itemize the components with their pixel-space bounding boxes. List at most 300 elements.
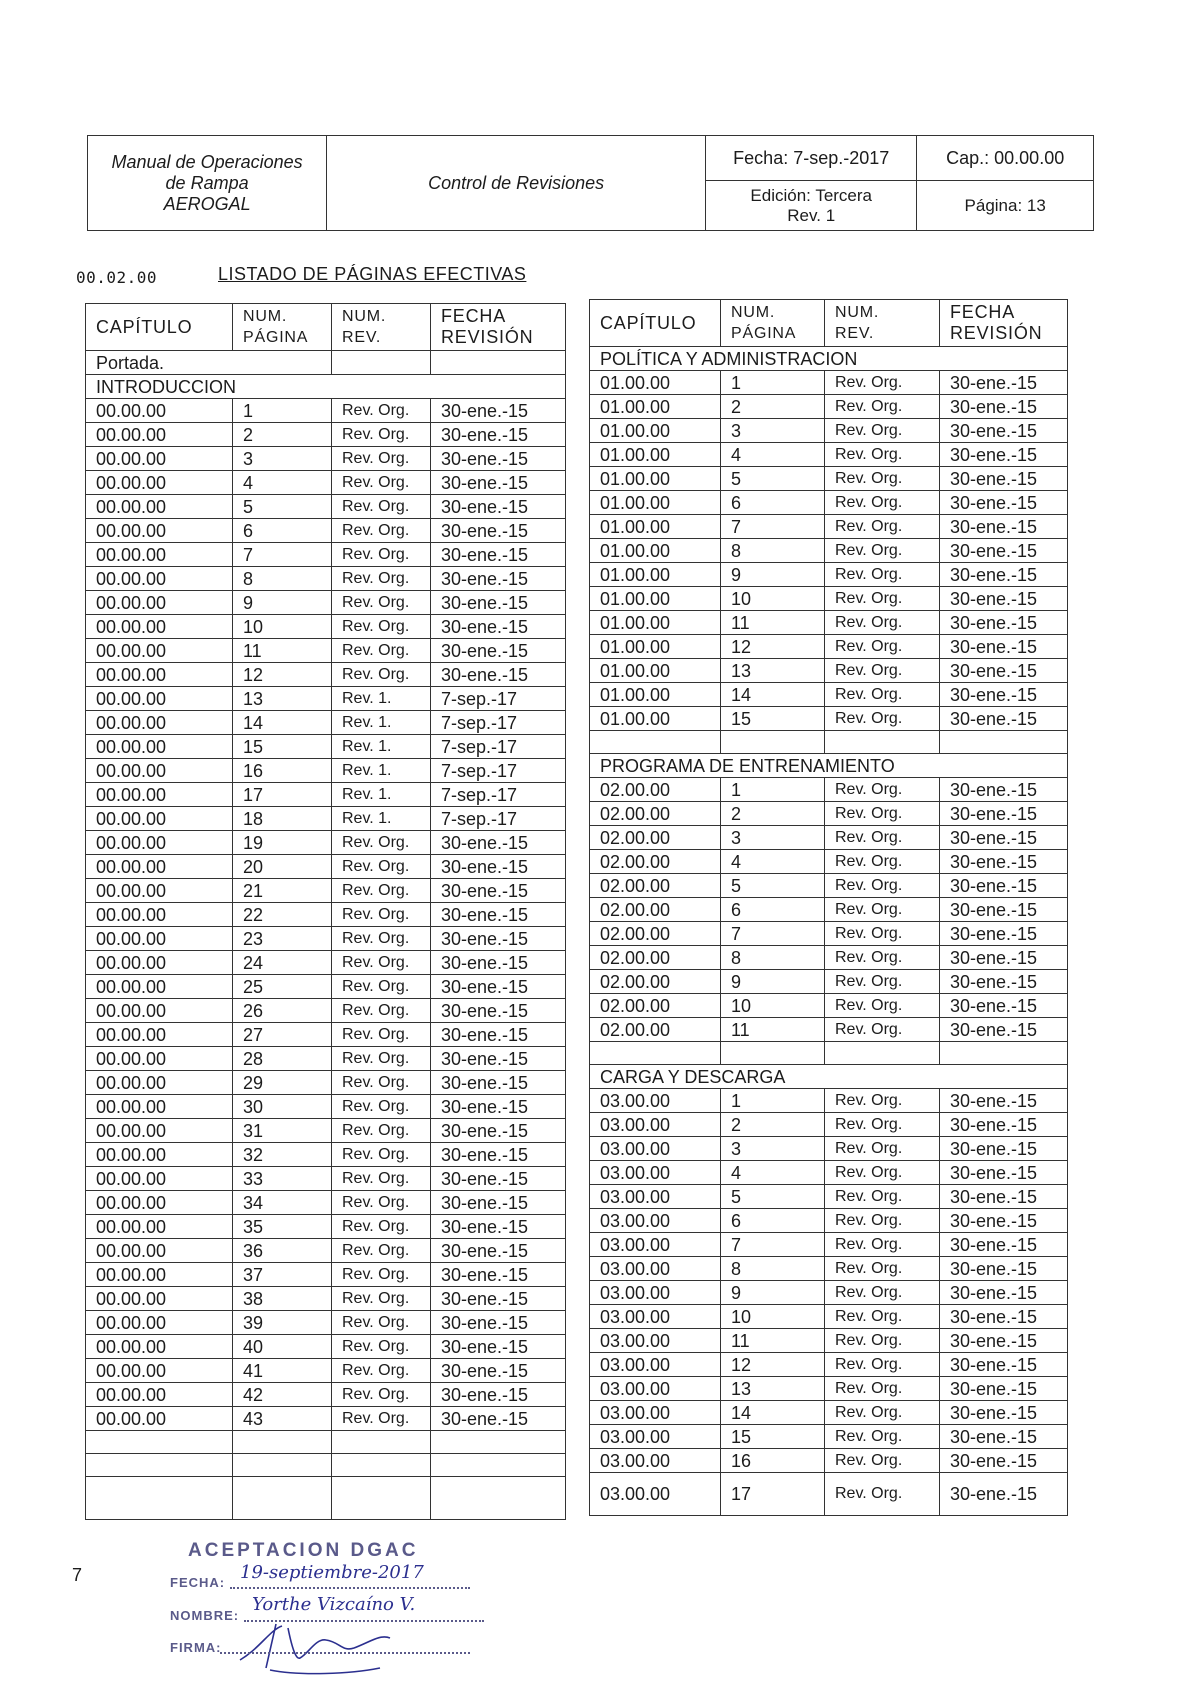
cell-num-rev: Rev. Org. — [825, 874, 940, 898]
cell-num-pagina: 6 — [233, 519, 332, 543]
cell-capitulo: 00.00.00 — [86, 831, 233, 855]
col-num-rev-l1: NUM. — [342, 308, 387, 325]
cell-fecha: 30-ene.-15 — [431, 1335, 566, 1359]
cell-fecha: 30-ene.-15 — [431, 927, 566, 951]
cell-num-rev: Rev. 1. — [332, 687, 431, 711]
cell-num-pagina: 19 — [233, 831, 332, 855]
cell-num-pagina: 10 — [721, 1305, 825, 1329]
cell-fecha: 30-ene.-15 — [940, 1089, 1068, 1113]
cell-fecha: 30-ene.-15 — [940, 707, 1068, 731]
cell-fecha: 30-ene.-15 — [431, 1071, 566, 1095]
cell-num-pagina: 10 — [233, 615, 332, 639]
empty-row — [86, 1454, 566, 1477]
empty-cell — [825, 731, 940, 754]
cell-capitulo: 00.00.00 — [86, 1071, 233, 1095]
cell-fecha: 30-ene.-15 — [940, 1353, 1068, 1377]
cell-num-rev: Rev. Org. — [825, 1425, 940, 1449]
cell-capitulo: 01.00.00 — [590, 515, 721, 539]
stamp-fecha-value: 19-septiembre-2017 — [240, 1562, 424, 1583]
empty-cell — [431, 1431, 566, 1454]
cell-num-pagina: 9 — [233, 591, 332, 615]
table-row — [86, 639, 566, 663]
col-num-pagina — [721, 300, 825, 347]
cell-fecha: 30-ene.-15 — [431, 1263, 566, 1287]
col-capitulo: CAPÍTULO — [86, 304, 233, 351]
cell-num-pagina: 37 — [233, 1263, 332, 1287]
table-row — [86, 543, 566, 567]
cell-fecha: 30-ene.-15 — [940, 1257, 1068, 1281]
table-row — [590, 1305, 1068, 1329]
cell-capitulo: 03.00.00 — [590, 1137, 721, 1161]
cell-fecha: 30-ene.-15 — [431, 1407, 566, 1431]
cell-num-rev: Rev. Org. — [825, 1257, 940, 1281]
table-row — [86, 1311, 566, 1335]
table-row — [590, 707, 1068, 731]
table-row — [590, 970, 1068, 994]
cell-num-rev: Rev. Org. — [825, 1281, 940, 1305]
cell-num-rev: Rev. Org. — [332, 1047, 431, 1071]
cell-num-rev: Rev. Org. — [332, 831, 431, 855]
cell-num-pagina: 8 — [721, 946, 825, 970]
empty-cell — [431, 351, 566, 375]
cell-num-rev: Rev. Org. — [825, 898, 940, 922]
cell-fecha: 30-ene.-15 — [940, 443, 1068, 467]
cell-capitulo: 00.00.00 — [86, 1143, 233, 1167]
cell-capitulo: 03.00.00 — [590, 1473, 721, 1516]
cell-capitulo: 01.00.00 — [590, 539, 721, 563]
cell-fecha: 30-ene.-15 — [431, 1359, 566, 1383]
cell-fecha: 30-ene.-15 — [940, 1018, 1068, 1042]
cell-capitulo: 00.00.00 — [86, 495, 233, 519]
header-fecha: Fecha: 7-sep.-2017 — [706, 136, 917, 181]
cell-num-pagina: 6 — [721, 491, 825, 515]
cell-num-rev: Rev. Org. — [825, 539, 940, 563]
cell-fecha: 30-ene.-15 — [431, 639, 566, 663]
cell-num-rev: Rev. Org. — [825, 1329, 940, 1353]
table-row — [590, 1089, 1068, 1113]
cell-num-rev: Rev. Org. — [332, 1191, 431, 1215]
table-row — [86, 1143, 566, 1167]
cell-num-pagina: 13 — [721, 659, 825, 683]
cell-fecha: 7-sep.-17 — [431, 687, 566, 711]
cell-num-pagina: 4 — [233, 471, 332, 495]
cell-num-rev: Rev. Org. — [332, 543, 431, 567]
cell-num-pagina: 34 — [233, 1191, 332, 1215]
cell-capitulo: 02.00.00 — [590, 994, 721, 1018]
cell-capitulo: 00.00.00 — [86, 1359, 233, 1383]
cell-num-pagina: 29 — [233, 1071, 332, 1095]
programa-section-label: PROGRAMA DE ENTRENAMIENTO — [590, 754, 1068, 778]
stamp-fecha-label: FECHA: — [170, 1575, 226, 1590]
table-row — [86, 1167, 566, 1191]
cell-capitulo: 00.00.00 — [86, 423, 233, 447]
cell-capitulo: 00.00.00 — [86, 807, 233, 831]
empty-cell — [431, 1477, 566, 1520]
programa-section — [590, 754, 1068, 778]
cell-num-pagina: 14 — [233, 711, 332, 735]
cell-num-pagina: 15 — [721, 1425, 825, 1449]
cell-capitulo: 02.00.00 — [590, 874, 721, 898]
cell-num-pagina: 22 — [233, 903, 332, 927]
cell-capitulo: 00.00.00 — [86, 735, 233, 759]
col-num-pagina-l2: PÁGINA — [243, 329, 309, 346]
cell-num-rev: Rev. Org. — [825, 1233, 940, 1257]
portada-row — [86, 351, 566, 375]
cell-num-pagina: 3 — [721, 419, 825, 443]
cell-num-rev: Rev. Org. — [825, 611, 940, 635]
cell-num-rev: Rev. Org. — [332, 903, 431, 927]
company-line-2: de Rampa — [165, 172, 249, 193]
table-row — [590, 1473, 1068, 1516]
cell-capitulo: 00.00.00 — [86, 1215, 233, 1239]
table-row — [590, 1209, 1068, 1233]
col-num-rev-l2: REV. — [342, 329, 382, 346]
cell-num-pagina: 6 — [721, 898, 825, 922]
stamp-nombre-value: Yorthe Vizcaíno V. — [252, 1594, 416, 1615]
col-num-pagina-l2: PÁGINA — [731, 325, 797, 342]
cell-num-rev: Rev. Org. — [825, 395, 940, 419]
cell-fecha: 30-ene.-15 — [431, 903, 566, 927]
cell-capitulo: 01.00.00 — [590, 635, 721, 659]
cell-fecha: 30-ene.-15 — [431, 519, 566, 543]
cell-capitulo: 00.00.00 — [86, 1335, 233, 1359]
cell-num-pagina: 13 — [721, 1377, 825, 1401]
cell-num-pagina: 8 — [721, 539, 825, 563]
company-line-3: AEROGAL — [163, 193, 251, 214]
table-row — [590, 778, 1068, 802]
cell-num-rev: Rev. Org. — [332, 1359, 431, 1383]
cell-capitulo: 01.00.00 — [590, 587, 721, 611]
cell-num-rev: Rev. Org. — [825, 635, 940, 659]
cell-fecha: 30-ene.-15 — [940, 922, 1068, 946]
cell-num-pagina: 17 — [233, 783, 332, 807]
cell-num-pagina: 7 — [721, 1233, 825, 1257]
empty-row — [590, 731, 1068, 754]
table-row — [590, 1281, 1068, 1305]
col-capitulo: CAPÍTULO — [590, 300, 721, 347]
table-row — [590, 1018, 1068, 1042]
cell-fecha: 30-ene.-15 — [431, 591, 566, 615]
table-row — [86, 1407, 566, 1431]
table-row — [86, 999, 566, 1023]
cell-capitulo: 00.00.00 — [86, 1119, 233, 1143]
cell-num-pagina: 8 — [233, 567, 332, 591]
cell-num-pagina: 11 — [233, 639, 332, 663]
cell-num-rev: Rev. Org. — [332, 663, 431, 687]
cell-num-pagina: 8 — [721, 1257, 825, 1281]
table-row — [590, 826, 1068, 850]
cell-num-pagina: 35 — [233, 1215, 332, 1239]
cell-capitulo: 00.00.00 — [86, 927, 233, 951]
empty-cell — [233, 1431, 332, 1454]
cell-num-pagina: 28 — [233, 1047, 332, 1071]
cell-fecha: 30-ene.-15 — [431, 975, 566, 999]
col-fecha — [940, 300, 1068, 347]
table-row — [590, 539, 1068, 563]
stamp-firma-label: FIRMA: — [170, 1640, 222, 1655]
cell-fecha: 30-ene.-15 — [431, 879, 566, 903]
cell-num-rev: Rev. Org. — [332, 879, 431, 903]
cell-fecha: 30-ene.-15 — [431, 855, 566, 879]
table-row — [590, 659, 1068, 683]
cell-num-pagina: 2 — [721, 1113, 825, 1137]
cell-fecha: 30-ene.-15 — [940, 946, 1068, 970]
header-cap: Cap.: 00.00.00 — [917, 136, 1094, 181]
cell-fecha: 30-ene.-15 — [431, 1095, 566, 1119]
cell-num-rev: Rev. Org. — [332, 975, 431, 999]
cell-num-rev: Rev. Org. — [825, 371, 940, 395]
cell-num-rev: Rev. Org. — [332, 615, 431, 639]
cell-capitulo: 00.00.00 — [86, 783, 233, 807]
empty-row — [590, 1042, 1068, 1065]
empty-cell — [233, 1477, 332, 1520]
cell-num-rev: Rev. Org. — [825, 707, 940, 731]
cell-num-pagina: 3 — [233, 447, 332, 471]
table-row — [590, 1137, 1068, 1161]
cell-fecha: 30-ene.-15 — [431, 399, 566, 423]
cell-num-pagina: 36 — [233, 1239, 332, 1263]
cell-capitulo: 03.00.00 — [590, 1257, 721, 1281]
cell-num-rev: Rev. Org. — [825, 683, 940, 707]
cell-fecha: 30-ene.-15 — [940, 1329, 1068, 1353]
table-row — [590, 898, 1068, 922]
cell-fecha: 30-ene.-15 — [940, 1161, 1068, 1185]
cell-capitulo: 01.00.00 — [590, 659, 721, 683]
empty-cell — [233, 1454, 332, 1477]
cell-num-pagina: 14 — [721, 683, 825, 707]
cell-num-rev: Rev. Org. — [825, 1185, 940, 1209]
cell-num-pagina: 33 — [233, 1167, 332, 1191]
cell-capitulo: 02.00.00 — [590, 922, 721, 946]
cell-capitulo: 02.00.00 — [590, 850, 721, 874]
cell-num-rev: Rev. 1. — [332, 735, 431, 759]
cell-num-pagina: 24 — [233, 951, 332, 975]
empty-cell — [721, 731, 825, 754]
cell-num-pagina: 6 — [721, 1209, 825, 1233]
cell-fecha: 30-ene.-15 — [940, 826, 1068, 850]
table-row — [86, 495, 566, 519]
cell-fecha: 30-ene.-15 — [431, 1287, 566, 1311]
empty-cell — [332, 1431, 431, 1454]
table-row — [590, 1185, 1068, 1209]
table-row — [590, 443, 1068, 467]
cell-num-rev: Rev. 1. — [332, 783, 431, 807]
cell-fecha: 30-ene.-15 — [431, 495, 566, 519]
table-row — [86, 1359, 566, 1383]
cell-fecha: 7-sep.-17 — [431, 711, 566, 735]
table-row — [86, 567, 566, 591]
cell-num-rev: Rev. Org. — [825, 922, 940, 946]
cell-num-rev: Rev. Org. — [332, 1287, 431, 1311]
cell-num-pagina: 27 — [233, 1023, 332, 1047]
cell-num-rev: Rev. 1. — [332, 759, 431, 783]
cell-fecha: 30-ene.-15 — [431, 1383, 566, 1407]
cell-num-rev: Rev. Org. — [825, 1305, 940, 1329]
cell-num-rev: Rev. 1. — [332, 711, 431, 735]
table-row — [590, 467, 1068, 491]
cell-num-pagina: 11 — [721, 1329, 825, 1353]
cell-num-rev: Rev. Org. — [332, 999, 431, 1023]
cell-num-pagina: 42 — [233, 1383, 332, 1407]
cell-num-pagina: 1 — [721, 778, 825, 802]
table-row — [86, 423, 566, 447]
cell-fecha: 30-ene.-15 — [940, 1233, 1068, 1257]
table-row — [86, 1191, 566, 1215]
cell-num-pagina: 13 — [233, 687, 332, 711]
table-row — [590, 1401, 1068, 1425]
cell-capitulo: 01.00.00 — [590, 707, 721, 731]
cell-num-pagina: 12 — [721, 1353, 825, 1377]
cell-num-rev: Rev. Org. — [825, 850, 940, 874]
table-row — [86, 735, 566, 759]
cell-num-rev: Rev. Org. — [825, 1161, 940, 1185]
table-row — [86, 879, 566, 903]
cell-capitulo: 01.00.00 — [590, 443, 721, 467]
table-row — [590, 1449, 1068, 1473]
cell-fecha: 30-ene.-15 — [431, 423, 566, 447]
company-line-1: Manual de Operaciones — [111, 151, 303, 172]
col-num-rev-l1: NUM. — [835, 304, 880, 321]
cell-fecha: 30-ene.-15 — [940, 539, 1068, 563]
cell-capitulo: 02.00.00 — [590, 898, 721, 922]
empty-row — [86, 1477, 566, 1520]
cell-num-rev: Rev. Org. — [332, 1215, 431, 1239]
table-row — [86, 399, 566, 423]
cell-capitulo: 03.00.00 — [590, 1353, 721, 1377]
cell-num-pagina: 38 — [233, 1287, 332, 1311]
table-row — [590, 395, 1068, 419]
table-row — [590, 1233, 1068, 1257]
cell-num-pagina: 26 — [233, 999, 332, 1023]
cell-num-pagina: 31 — [233, 1119, 332, 1143]
cell-fecha: 30-ene.-15 — [940, 1113, 1068, 1137]
table-row — [86, 951, 566, 975]
cell-num-pagina: 12 — [721, 635, 825, 659]
table-row — [86, 975, 566, 999]
cell-fecha: 30-ene.-15 — [940, 850, 1068, 874]
table-row — [86, 1071, 566, 1095]
cell-num-pagina: 3 — [721, 1137, 825, 1161]
table-row — [86, 591, 566, 615]
table-row — [86, 471, 566, 495]
cell-num-rev: Rev. Org. — [825, 1473, 940, 1516]
cell-capitulo: 00.00.00 — [86, 1311, 233, 1335]
cell-fecha: 30-ene.-15 — [431, 567, 566, 591]
cell-fecha: 30-ene.-15 — [940, 1209, 1068, 1233]
cell-capitulo: 00.00.00 — [86, 543, 233, 567]
cell-fecha: 30-ene.-15 — [940, 467, 1068, 491]
cell-num-rev: Rev. Org. — [332, 471, 431, 495]
cell-capitulo: 03.00.00 — [590, 1209, 721, 1233]
table-row — [590, 850, 1068, 874]
signature-mark — [230, 1618, 410, 1678]
cell-capitulo: 02.00.00 — [590, 778, 721, 802]
table-row — [590, 371, 1068, 395]
table-row — [86, 711, 566, 735]
table-row — [86, 1095, 566, 1119]
cell-num-rev: Rev. Org. — [825, 1113, 940, 1137]
table-row — [86, 519, 566, 543]
table-row — [86, 927, 566, 951]
cell-num-pagina: 5 — [233, 495, 332, 519]
cell-capitulo: 00.00.00 — [86, 759, 233, 783]
cell-num-rev: Rev. Org. — [825, 1137, 940, 1161]
cell-capitulo: 00.00.00 — [86, 567, 233, 591]
cell-num-pagina: 21 — [233, 879, 332, 903]
cell-fecha: 30-ene.-15 — [940, 1281, 1068, 1305]
cell-fecha: 30-ene.-15 — [431, 1191, 566, 1215]
table-row — [86, 1287, 566, 1311]
cell-num-rev: Rev. Org. — [332, 591, 431, 615]
stamp-title: ACEPTACION DGAC — [188, 1540, 419, 1561]
table-row — [590, 1329, 1068, 1353]
cell-num-rev: Rev. Org. — [332, 1239, 431, 1263]
table-row — [86, 1335, 566, 1359]
cell-fecha: 30-ene.-15 — [431, 1047, 566, 1071]
cell-fecha: 7-sep.-17 — [431, 735, 566, 759]
table-row — [86, 1263, 566, 1287]
cell-capitulo: 00.00.00 — [86, 1263, 233, 1287]
table-row — [590, 1113, 1068, 1137]
table-row — [590, 1377, 1068, 1401]
cell-fecha: 30-ene.-15 — [940, 659, 1068, 683]
cell-capitulo: 01.00.00 — [590, 371, 721, 395]
table-row — [86, 783, 566, 807]
cell-num-rev: Rev. Org. — [332, 423, 431, 447]
cell-capitulo: 03.00.00 — [590, 1401, 721, 1425]
table-row — [590, 994, 1068, 1018]
cell-fecha: 30-ene.-15 — [940, 587, 1068, 611]
cell-fecha: 30-ene.-15 — [431, 999, 566, 1023]
cell-fecha: 30-ene.-15 — [940, 802, 1068, 826]
cell-capitulo: 00.00.00 — [86, 663, 233, 687]
cell-capitulo: 00.00.00 — [86, 519, 233, 543]
cell-num-rev: Rev. Org. — [825, 1209, 940, 1233]
cell-capitulo: 00.00.00 — [86, 615, 233, 639]
col-fecha-l1: FECHA — [950, 302, 1016, 322]
table-row — [86, 687, 566, 711]
cell-num-rev: Rev. Org. — [825, 1377, 940, 1401]
table-row — [590, 563, 1068, 587]
cell-num-rev: Rev. Org. — [825, 1353, 940, 1377]
table-row — [590, 611, 1068, 635]
cell-num-rev: Rev. Org. — [825, 419, 940, 443]
empty-cell — [721, 1042, 825, 1065]
cell-num-pagina: 1 — [721, 371, 825, 395]
cell-capitulo: 00.00.00 — [86, 1047, 233, 1071]
cell-num-rev: Rev. Org. — [825, 515, 940, 539]
cell-fecha: 30-ene.-15 — [940, 1449, 1068, 1473]
table-row — [590, 635, 1068, 659]
cell-num-rev: Rev. Org. — [825, 1401, 940, 1425]
politica-section-label: POLÍTICA Y ADMINISTRACION — [590, 347, 1068, 371]
cell-capitulo: 03.00.00 — [590, 1161, 721, 1185]
cell-capitulo: 00.00.00 — [86, 711, 233, 735]
table-row — [590, 1257, 1068, 1281]
cell-capitulo: 00.00.00 — [86, 951, 233, 975]
cell-num-rev: Rev. Org. — [332, 399, 431, 423]
table-row — [86, 1047, 566, 1071]
introduccion-row — [86, 375, 566, 399]
cell-num-pagina: 9 — [721, 1281, 825, 1305]
empty-cell — [940, 1042, 1068, 1065]
cell-capitulo: 03.00.00 — [590, 1089, 721, 1113]
cell-fecha: 30-ene.-15 — [431, 1119, 566, 1143]
cell-num-pagina: 10 — [721, 994, 825, 1018]
col-num-rev-l2: REV. — [835, 325, 875, 342]
cell-capitulo: 00.00.00 — [86, 1167, 233, 1191]
cell-num-rev: Rev. Org. — [332, 1095, 431, 1119]
